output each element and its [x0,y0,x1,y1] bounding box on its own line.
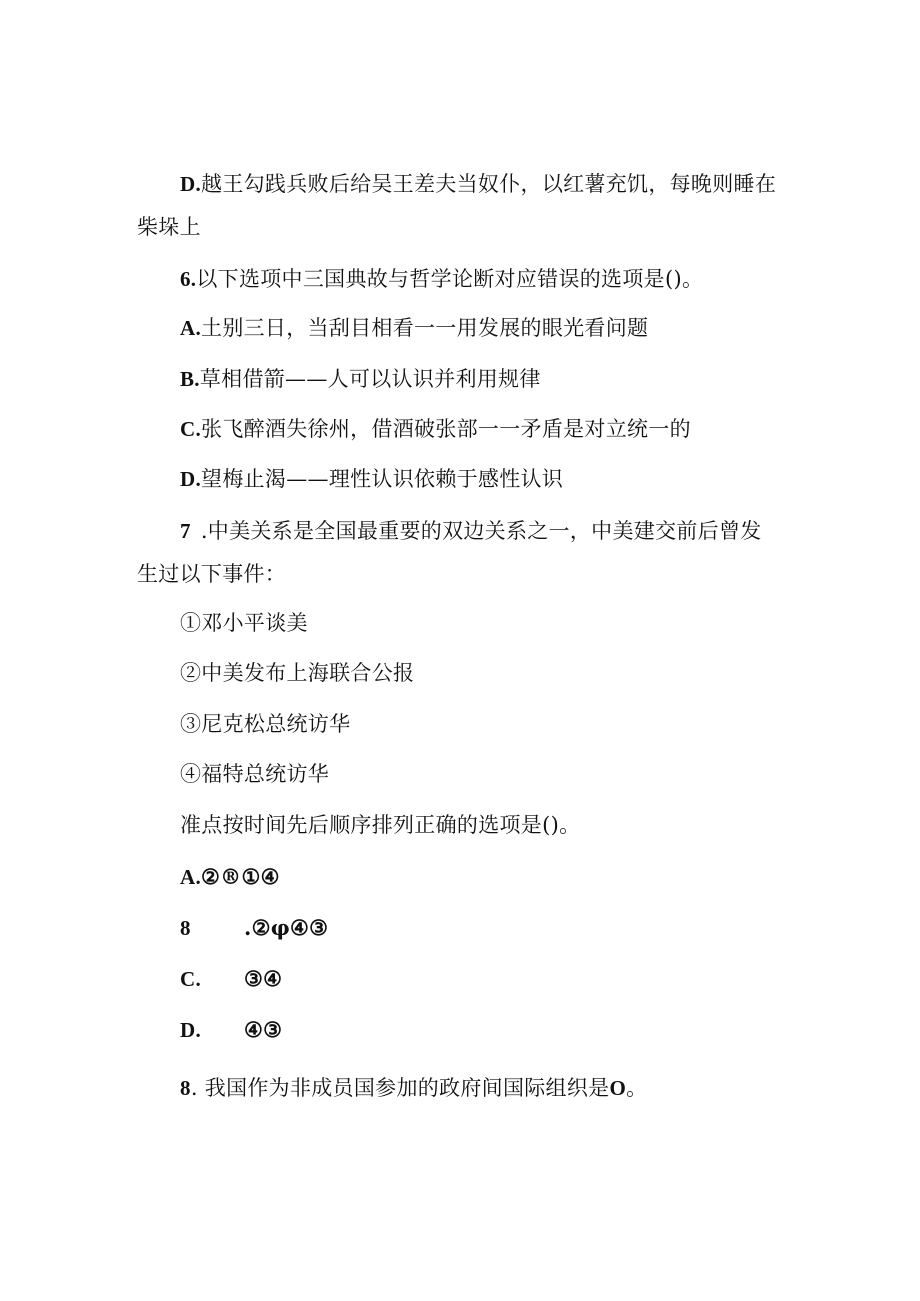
q7-option-b [180,913,191,943]
q6-stem-line [180,264,703,294]
q5-option-d-line-2 [137,212,201,242]
q8-tail: 。 [626,1076,648,1100]
q7-option-b-value-line [244,913,328,943]
q6-option-a-label: A. [180,316,202,340]
q7-option-b-label: 8 [180,916,191,940]
q7-option-d-value: ④③ [244,1017,283,1042]
q7-event-4-text: ④福特总统访华 [180,762,330,786]
q7-event-1 [180,608,308,638]
q6-option-a-text: 土别三日，当刮目相看一一用发展的眼光看问题 [201,316,649,340]
q6-option-b-text: 草相借箭——人可以认识并利用规律 [199,367,541,391]
q7-event-2 [180,658,414,688]
q5-option-d-text-2: 柴垛上 [137,215,201,239]
q5-option-d-text-1: 越王勾践兵败后给吴王差夫当奴仆，以红薯充饥，每晚则睡在 [201,172,777,196]
q7-number: 7 [180,519,191,543]
q5-option-d-line-1 [180,169,776,199]
q7-option-c-value-line [244,964,282,994]
q7-event-3-text: ③尼克松总统访华 [180,712,351,736]
q7-option-d-value-line [244,1015,282,1045]
q7-option-c-value: ③④ [244,966,283,991]
q6-option-d-label: D. [180,467,202,491]
q7-option-a-label: A. [180,865,202,889]
q8-stem: . 我国作为非成员国参加的政府间国际组织是 [190,1076,610,1100]
q6-option-d-text: 望梅止渴——理性认识依赖于感性认识 [201,467,564,491]
q7-stem-line-2 [137,559,286,589]
q8-end: O [609,1076,627,1100]
q7-option-a-value: ②®①④ [201,864,280,889]
q7-option-b-value: .②φ④③ [244,915,329,940]
q5-option-d-label: D. [180,172,202,196]
q7-prompt-text: 准点按时间先后顺序排列正确的选项是()。 [180,813,581,837]
q7-event-2-text: ②中美发布上海联合公报 [180,661,415,685]
q6-option-b [180,364,541,394]
q7-event-1-text: ①邓小平谈美 [180,611,308,635]
q6-option-d [180,464,563,494]
q7-stem-line-1 [180,516,762,546]
q8-number: 8 [180,1076,191,1100]
q7-option-a [180,862,280,892]
q8-stem-line [180,1073,647,1103]
q7-event-4 [180,759,329,789]
q7-event-3 [180,709,350,739]
q6-option-c-label: C. [180,417,202,441]
q6-option-c-text: 张飞醉酒失徐州，借酒破张部一一矛盾是对立统一的 [201,417,691,441]
q7-option-c [180,964,201,994]
q6-option-b-label: B. [180,367,200,391]
q6-option-c [180,414,691,444]
q7-option-d [180,1015,201,1045]
q7-prompt [180,810,580,840]
q7-option-c-label: C. [180,967,202,991]
q7-stem-1: .中美关系是全国最重要的双边关系之一，中美建交前后曾发 [200,519,762,543]
q6-number: 6. [180,267,197,291]
q6-stem: 以下选项中三国典故与哲学论断对应错误的选项是()。 [196,267,704,291]
q7-option-d-label: D. [180,1018,202,1042]
q6-option-a [180,313,648,343]
q7-stem-2: 生过以下事件： [137,562,287,586]
